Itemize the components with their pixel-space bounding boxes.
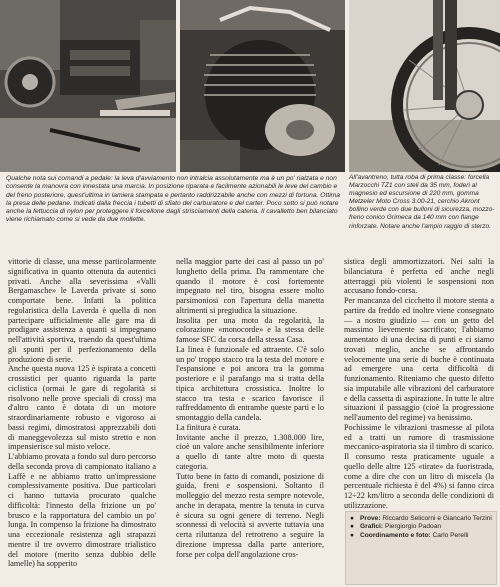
credit-text: Riccardo Selicorni e Giancarlo Terzini xyxy=(382,515,492,522)
credit-row-graphics xyxy=(350,523,492,531)
credits-box xyxy=(345,511,497,585)
photo-engine-side xyxy=(180,0,345,172)
bullet-icon: ● xyxy=(350,531,354,539)
article-column-1: vittorie di classe, una messe particolarmente significativa in quanto ottenuta da autentici privati. Anche alla severissima «Valli Bergamasche» le Laverda private si sono comportate bene. Infatti la politica regolaristica della Laverda è quella di non partecipare ufficialmente alle gare ma di prodigare assistenza a quanti si impegnano nell'attività sportiva, traendo da quest'ultima gli spunti per il perfezionamento della produzione di serie. Anche questa nuova 125 è ispirata a concetti crossistici per quanto riguarda la parte ciclistica (ormai le gare di regolarità si risolvono nelle prove speciali di cross) ma d'altro canto è dotata di un motore straordinariamente robusto e vigoroso ai bassi regimi, dimostratosi apprezzabili doti di maneggevolezza sul misto stretto e non impensierisce sul misto veloce. L'abbiamo provata a fondo sul duro percorso della seconda prova di campionato italiano a Laffè e ne abbiamo tratto un'impressione complessivamente positiva. Due particolari ci hanno tuttavia procurato qualche difficoltà: l'innesto della frizione un po' brusco e la rapportatura del cambio un po' lunga. In compenso la frizione ha dimostrato una eccezionale resistenza agli strapazzi mentre il tre ovverro dimostrare trialistico del motore (merito senza dubbio delle lamelle) ha sopperito xyxy=(8,257,156,569)
photo-caption-controls: Qualche nota sui comandi a pedale: la leva d'avviamento non intralcia assolutamente ma è un po' rialzata e non consente la manovra con innestata una marcia. In posizione riparata e facilmente azionabili le leve del cambio e del freno posteriore, quest'ultima in lamiera stampata e pertanto raddrizzabile anche con mezzi di fortuna. Ottima la presa delle pedane. Indicati dalla freccia i tubetti di sfiato del carburatore e del carter. Poco sotto si può notare anche la fettuccia di nylon per proteggere il forcellone dagli strisciamenti della catena. Il cavalletto ben bilanciato viene richiamato come si vede da due mollette. xyxy=(6,175,340,224)
credit-label: Coordinamento e foto: xyxy=(360,531,431,539)
credit-text: Piergiorgio Padoan xyxy=(384,523,442,531)
credit-row-tests xyxy=(350,515,492,523)
credit-row-coordination xyxy=(350,532,492,540)
credit-label: Grafici: xyxy=(360,523,384,531)
bullet-icon: ● xyxy=(350,515,354,522)
bullet-icon: ● xyxy=(350,523,354,531)
article-column-3: sistica degli ammortizzatori. Nei salti la bilanciatura è perfetta ed anche negli atterraggi più violenti le sospensioni non accusano fondo-corsa. Per mancanza del cicchetto il motore stenta a partire da freddo ed inoltre viene consegnato — a nostro giudizio — con un getto del massimo lievemente sacrificato; l'abbiamo aumentato di una decina di punti e ci siamo trovati meglio, anche se affrontando velocemente una serie di buche è continuata ad emergere una certa difficoltà di funzionamento. Riteniamo che questo difetto sia imputabile alle vibrazioni del carburatore e della cassetta di aspirazione. In tutte le altre situazioni il passaggio (cioè la progressione nell'aumento del regime) va benissimo. Pochissime le vibrazioni trasmesse al pilota ed a tratti un rumore di trasmissione meccanico-aspiratoria sia il timbro di scarico. Il consumo resta praticamente uguale a quello delle altre 125 «tirate» da fuoristrada, come a dire che con un litro di miscela (la percentuale richiesta è del 4%) si fanno circa 12÷22 km/litro a seconda delle condizioni di utilizzazione. xyxy=(344,257,494,510)
article-column-2: nella maggior parte dei casi al passo un po' lunghetto della prima. Da rammentare che quando il motore è così fortemente impegnato nel tiro, bisogna essere molto parsimoniosi con l'apertura della manetta altrimenti si pregiudica la situazione. Insolita per una moto da regolarità, la colorazione «monocorde» e la stessa delle famose SFC da corsa della stessa Casa. La linea è funzionale ed attraente. C'è solo un po' troppo stacco tra la testa del motore e l'espansione e poi ancora tra la gomma posteriore e il parafango ma si tratta della tipica architettura crossistica. Inoltre lo stacco tra testa e scarico favorisce il raffreddamento di entrambe queste parti e lo smontaggio della candela. La finitura è curata. Invitante anche il prezzo, 1.308.000 lire, cioè un valore anche sensibilmente inferiore a quello di tante altre moto di questa categoria. Tutto bene in fatto di comandi, posizione di guida, freni e sospensioni. Soltanto il molleggio del mezzo resta sempre notevole, anche in derapata, mentre la tenuta in curva è sicura su ogni genere di terreno. Negli sconnessi di velocità si avverte tuttavia una certa riluttanza del retrotreno a seguire la direzione impressa dalla parte anteriore, forse per colpa dell'angolazione cros- xyxy=(176,257,324,559)
photo-foot-controls xyxy=(0,0,176,172)
photo-front-wheel xyxy=(349,0,500,172)
credit-text: Carlo Perelli xyxy=(432,531,469,539)
credit-label: Prove: xyxy=(360,515,381,522)
photo-caption-front-end: All'avantreno, tutta roba di prima classe: forcella Marzocchi TZ1 con steli da 35 mm, foderi al magnesio ed escursione di 220 mm, gomma Metzeler Moto Cross 3.00-21, cerchio Akront bollino verde con due bulloni di sicurezza, mozzo-freno conico Grimeca da 140 mm con flange rinforzate. Notare anche l'ampio raggio di sterzo. xyxy=(349,174,495,230)
